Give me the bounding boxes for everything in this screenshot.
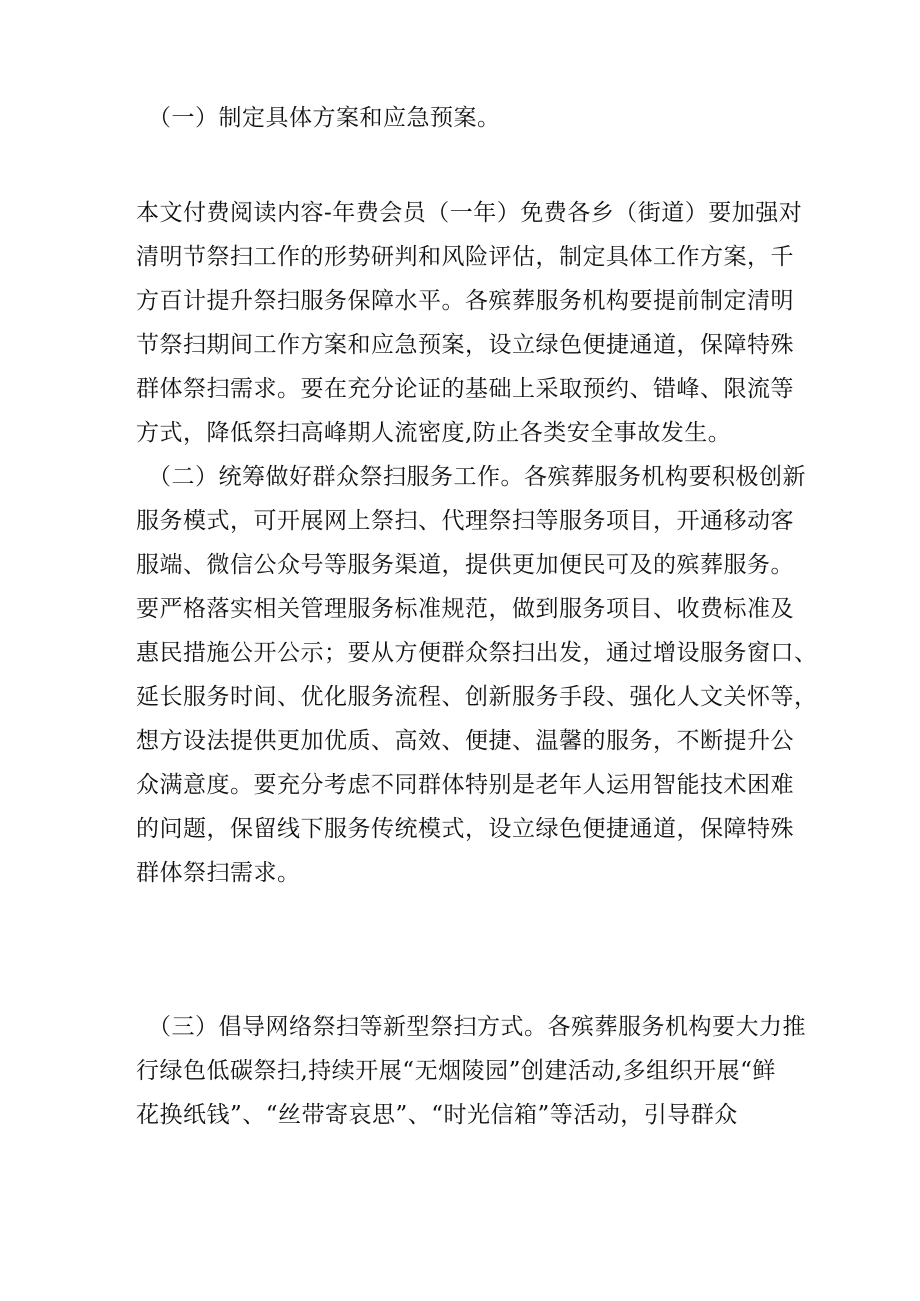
paragraph-line: 清明节祭扫工作的形势研判和风险评估，制定具体工作方案，千 <box>136 244 794 270</box>
paragraph-line: （二）统筹做好群众祭扫服务工作。各殡葬服务机构要积极创新 <box>148 464 806 490</box>
paragraph-line: 群体祭扫需求。要在充分论证的基础上采取预约、错峰、限流等 <box>136 376 794 402</box>
paragraph-line: 方式，降低祭扫高峰期人流密度,防止各类安全事故发生。 <box>136 420 732 446</box>
paragraph-line: 群体祭扫需求。 <box>136 860 301 886</box>
paragraph-line: 节祭扫期间工作方案和应急预案，设立绿色便捷通道，保障特殊 <box>136 332 794 358</box>
paragraph-line: 方百计提升祭扫服务保障水平。各殡葬服务机构要提前制定清明 <box>136 288 794 314</box>
paragraph-line: 服端、微信公众号等服务渠道，提供更加便民可及的殡葬服务。 <box>136 552 794 578</box>
section-heading-1: （一）制定具体方案和应急预案。 <box>148 105 501 131</box>
paragraph-line: 想方设法提供更加优质、高效、便捷、温馨的服务，不断提升公 <box>136 728 794 754</box>
paragraph-line: （三）倡导网络祭扫等新型祭扫方式。各殡葬服务机构要大力推 <box>148 1014 806 1040</box>
paragraph-line: 众满意度。要充分考虑不同群体特别是老年人运用智能技术困难 <box>136 772 794 798</box>
paragraph-line: 本文付费阅读内容-年费会员（一年）免费各乡（街道）要加强对 <box>136 200 803 226</box>
paragraph-line: 延长服务时间、优化服务流程、创新服务手段、强化人文关怀等， <box>136 684 818 710</box>
paragraph-line: 惠民措施公开公示；要从方便群众祭扫出发，通过增设服务窗口、 <box>136 640 818 666</box>
paragraph-line: 要严格落实相关管理服务标准规范，做到服务项目、收费标准及 <box>136 596 794 622</box>
paragraph-line: 的问题，保留线下服务传统模式，设立绿色便捷通道，保障特殊 <box>136 816 794 842</box>
paragraph-line: 花换纸钱”、“丝带寄哀思”、“时光信箱”等活动，引导群众 <box>136 1102 738 1128</box>
paragraph-line: 行绿色低碳祭扫,持续开展“无烟陵园”创建活动,多组织开展“鲜 <box>136 1058 776 1084</box>
paragraph-line: 服务模式，可开展网上祭扫、代理祭扫等服务项目，开通移动客 <box>136 508 794 534</box>
